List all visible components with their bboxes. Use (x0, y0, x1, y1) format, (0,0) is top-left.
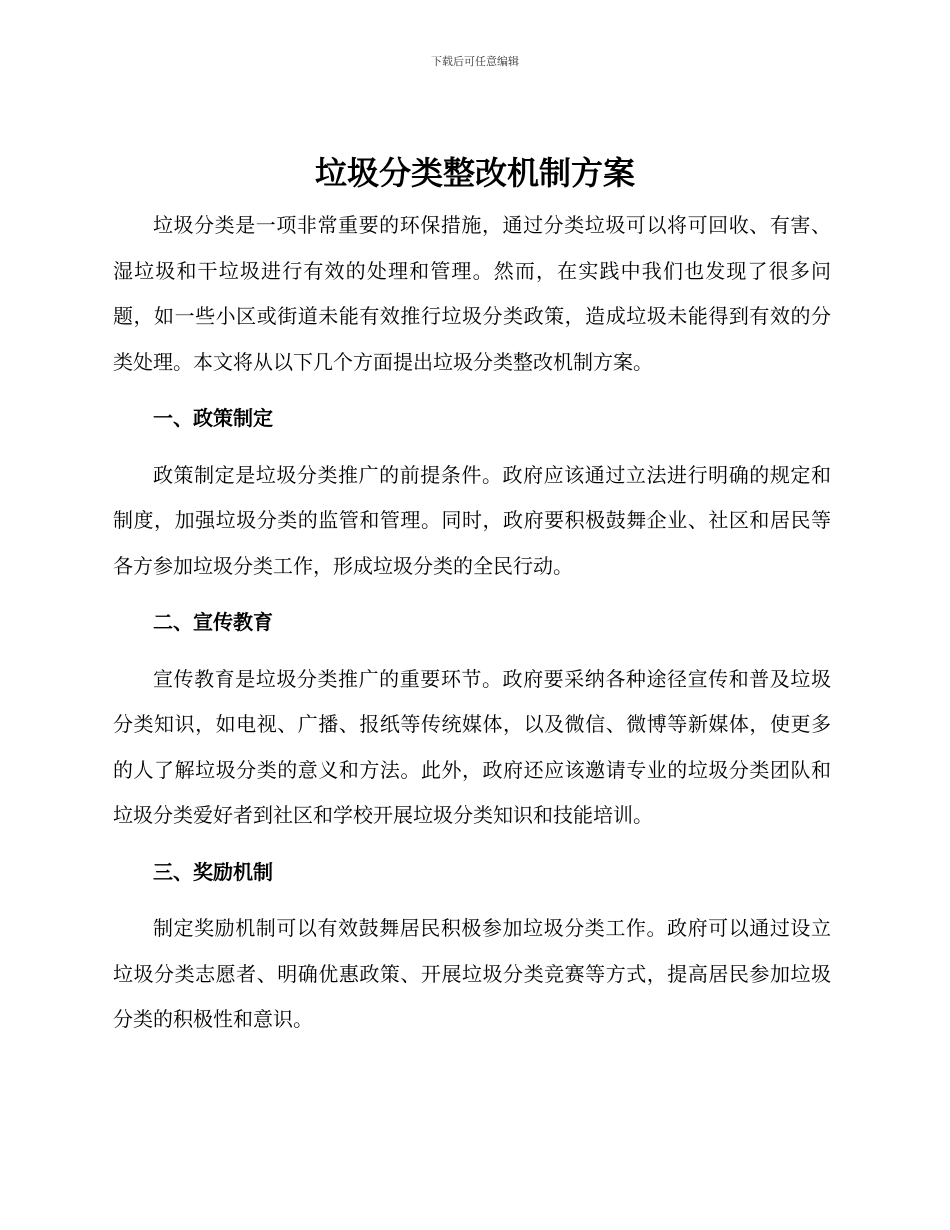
document-body (113, 203, 831, 1043)
section-gap (113, 589, 831, 600)
section-heading-education: 二、宣传教育 (153, 610, 273, 634)
section-gap (113, 895, 831, 906)
page-header-note: 下载后可任意编辑 (431, 55, 519, 68)
section-body-rewards: 制定奖励机制可以有效鼓舞居民积极参加垃圾分类工作。政府可以通过设立垃圾分类志愿者、明确优惠政策、开展垃圾分类竞赛等方式，提高居民参加垃圾分类的积极性和意识。 (113, 916, 831, 1031)
section-gap (113, 385, 831, 396)
section-heading-policy: 一、政策制定 (153, 406, 273, 430)
section-gap (113, 839, 831, 850)
intro-paragraph: 垃圾分类是一项非常重要的环保措施，通过分类垃圾可以将可回收、有害、湿垃圾和干垃圾进行有效的处理和管理。然而，在实践中我们也发现了很多问题，如一些小区或街道未能有效推行垃圾分类政策，造成垃圾未能得到有效的分类处理。本文将从以下几个方面提出垃圾分类整改机制方案。 (113, 213, 831, 374)
document-title: 垃圾分类整改机制方案 (314, 154, 635, 192)
section-gap (113, 442, 831, 453)
section-body-policy: 政策制定是垃圾分类推广的前提条件。政府应该通过立法进行明确的规定和制度，加强垃圾分类的监管和管理。同时，政府要积极鼓舞企业、社区和居民等各方参加垃圾分类工作，形成垃圾分类的全民行动。 (113, 462, 831, 578)
section-gap (113, 646, 831, 657)
section-heading-rewards: 三、奖励机制 (153, 859, 273, 884)
section-body-education: 宣传教育是垃圾分类推广的重要环节。政府要采纳各种途径宣传和普及垃圾分类知识，如电视、广播、报纸等传统媒体，以及微信、微博等新媒体，使更多的人了解垃圾分类的意义和方法。此外，政府还应该邀请专业的垃圾分类团队和垃圾分类爱好者到社区和学校开展垃圾分类知识和技能培训。 (113, 666, 831, 827)
